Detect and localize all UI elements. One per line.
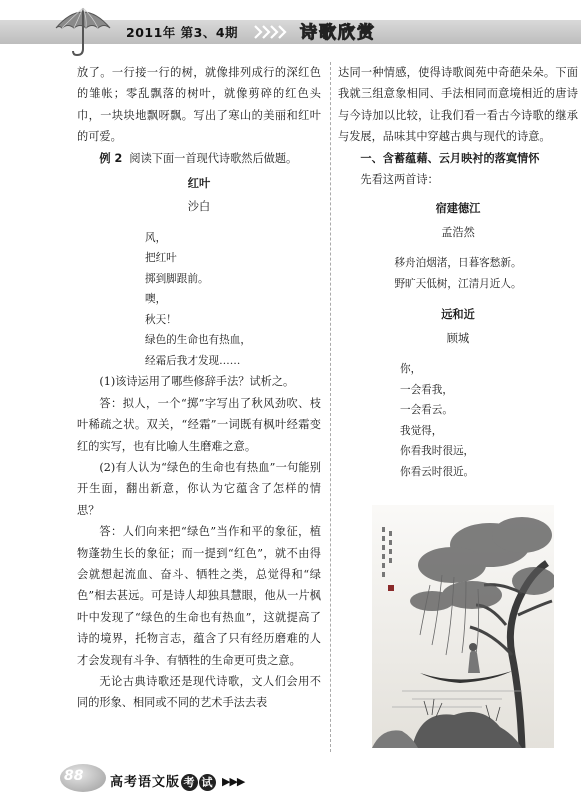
left-para-continuation: 放了。一行接一行的树，就像排列成行的深红色的雏帐；零乱飘落的树叶，就像剪碎的红色头巾，一块块地飘呀飘。写出了寒山的美丽和红叶的可爱。 [77,66,321,144]
poem-line: 一会看我， [400,383,453,396]
poem-author-shabai: 沙白 [187,200,211,214]
magazine-text: 高考语文版 [110,775,181,790]
umbrella-icon [52,2,114,58]
poem-line: 你， [400,363,422,376]
answer-1: 答：拟人，一个“掷”字写出了秋风劲吹、枝叶稀疏之状。双关，“经霜”一词既有枫叶经霜变红的实写，也有比喻人生磨难之意。 [77,396,321,453]
poem-author-menghaoran: 孟浩然 [441,225,475,239]
intro-text: 先看这两首诗： [360,173,439,187]
poem-line: 掷到脚跟前。 [145,272,209,285]
chevron-arrows-icon [254,25,288,39]
page-header [0,0,581,58]
right-para-continuation: 达同一种情感，使得诗歌阆苑中奇葩朵朵。下面我就三组意象相同、手法相同而意境相近的唐诗与今诗加以比较，让我们看一看古今诗歌的继承与发展，品味其中穿越古典与现代的诗意。 [338,66,578,144]
page-footer [0,756,581,800]
poem-line: 你看云时很近。 [400,466,475,479]
poem-line: 经霜后我才发现…… [145,354,241,367]
poem-line: 绿色的生命也有热血， [145,334,251,347]
poem-line: 野旷天低树，江清月近人。 [394,277,522,290]
poem-line: 移舟泊烟渚，日暮客愁新。 [394,257,522,270]
question-2: (2)有人认为“绿色的生命也有热血”一句能别开生面，翻出新意，你认为它蕴含了怎样的情思？ [77,460,321,517]
section-title: 一、含蓄蕴藉、云月映衬的落寞情怀 [360,151,540,165]
footer-arrows-icon: ▶▶▶ [222,775,245,788]
issue-label: 2011年 第3、4期 [126,25,239,40]
closing-paragraph: 无论古典诗歌还是现代诗歌，文人们会用不同的形象、相同或不同的艺术手法去表 [77,675,321,710]
left-column [77,62,321,714]
ink-painting-image [372,505,554,748]
magazine-circle-char: 试 [199,774,216,791]
column-divider [330,62,331,752]
magazine-circle-char: 考 [181,774,198,791]
page-number: 88 [64,768,84,784]
column-title: 诗歌欣赏 [300,23,376,43]
right-column [338,62,578,483]
magazine-name [110,771,216,791]
poem-line: 噢， [145,293,167,306]
poem-line: 一会看云。 [400,404,453,417]
poem-line: 你看我时很远， [400,445,475,458]
poem-author-gucheng: 顾城 [446,331,470,345]
poem-line: 把红叶 [145,252,177,265]
answer-2: 答：人们向来把“绿色”当作和平的象征，植物蓬勃生长的象征；而一提到“红色”，就不由得会就想起流血、奋斗、牺牲之类，总觉得和“绿色”相去甚远。可是诗人却独具慧眼，他从一片枫叶中发现了“绿色的生命也有热血”，这就提高了诗的境界，托物言志，蕴含了只有经历磨难的人才会发现有斗争、有牺牲的生命更可贵之意。 [77,525,321,667]
poem-title-yuanhejin: 远和近 [441,308,475,322]
example-label: 例 2 [99,151,123,165]
question-1: (1)该诗运用了哪些修辞手法？试析之。 [99,375,295,389]
poem-line: 秋天！ [145,313,177,326]
example-text: 阅读下面一首现代诗歌然后做题。 [129,151,298,165]
poem-title-sujiandejiang: 宿建德江 [435,202,481,216]
poem-line: 我觉得， [400,424,443,437]
poem-title-hongye: 红叶 [187,177,211,191]
example-heading [77,148,321,169]
poem-line: 风， [145,231,167,244]
